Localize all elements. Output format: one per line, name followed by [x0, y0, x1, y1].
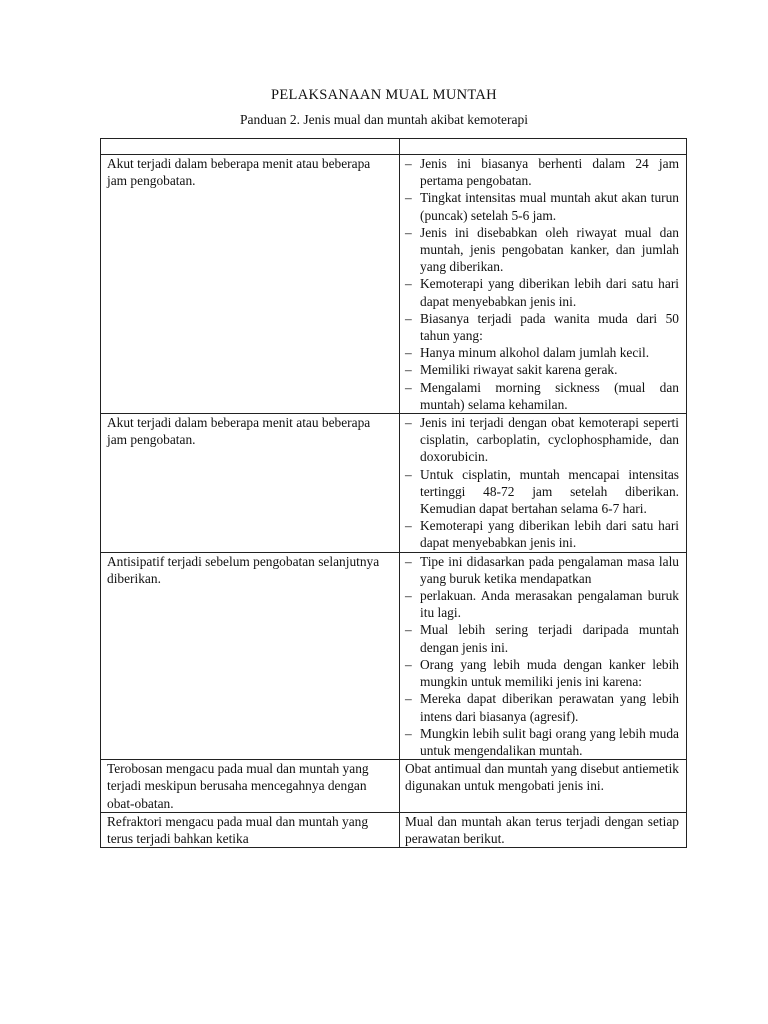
table-row: [101, 760, 687, 813]
dash-bullet: –: [405, 466, 412, 482]
list-item: – Untuk cisplatin, muntah mencapai intensitas tertinggi 48-72 jam setelah diberikan. Kemudian dapat bertahan selama 6-7 hari.: [405, 466, 679, 517]
nausea-types-table: [100, 138, 687, 848]
dash-bullet: –: [405, 276, 412, 292]
list-item: – Jenis ini disebabkan oleh riwayat mual dan muntah, jenis pengobatan kanker, dan jumlah yang diberikan.: [405, 224, 679, 275]
dash-bullet: –: [405, 190, 412, 206]
details-cell: [400, 414, 687, 553]
dash-bullet: –: [405, 345, 412, 361]
details-list: [405, 155, 679, 413]
list-item: – Mungkin lebih sulit bagi orang yang lebih muda untuk mengendalikan muntah.: [405, 725, 679, 758]
list-item: – Hanya minum alkohol dalam jumlah kecil.: [405, 345, 650, 361]
list-item: – perlakuan. Anda merasakan pengalaman buruk itu lagi.: [405, 588, 679, 621]
list-item: – Mual lebih sering terjadi daripada muntah dengan jenis ini.: [405, 622, 679, 655]
details-cell: Obat antimual dan muntah yang disebut antiemetik digunakan untuk mengobati jenis ini.: [400, 760, 687, 813]
list-item: – Jenis ini terjadi dengan obat kemoterapi seperti cisplatin, carboplatin, cyclophosphamide, dan doxorubicin.: [405, 415, 679, 465]
dash-bullet: –: [405, 379, 412, 395]
list-item: – Orang yang lebih muda dengan kanker lebih mungkin untuk memiliki jenis ini karena:: [405, 656, 679, 690]
type-description-cell: Akut terjadi dalam beberapa menit atau beberapa jam pengobatan.: [101, 155, 400, 414]
dash-bullet: –: [405, 553, 412, 569]
list-item: – Kemoterapi yang diberikan lebih dari satu hari dapat menyebabkan jenis ini.: [405, 518, 679, 551]
list-item: – Memiliki riwayat sakit karena gerak.: [405, 362, 618, 378]
dash-bullet: –: [405, 310, 412, 326]
table-row: [101, 812, 687, 847]
header-cell-right: [400, 139, 687, 155]
dash-bullet: –: [405, 362, 412, 378]
details-list: [405, 414, 679, 552]
table-row: [101, 552, 687, 759]
dash-bullet: –: [405, 518, 412, 534]
table-row: [101, 414, 687, 553]
dash-bullet: –: [405, 622, 412, 638]
list-item: – Biasanya terjadi pada wanita muda dari 50 tahun yang:: [405, 310, 679, 344]
dash-bullet: –: [405, 725, 412, 741]
list-item: – Kemoterapi yang diberikan lebih dari satu hari dapat menyebabkan jenis ini.: [405, 276, 679, 309]
dash-bullet: –: [405, 415, 412, 431]
list-item: – Jenis ini biasanya berhenti dalam 24 jam pertama pengobatan.: [405, 156, 679, 189]
details-cell: Mual dan muntah akan terus terjadi dengan setiap perawatan berikut.: [400, 812, 687, 847]
list-item: – Tipe ini didasarkan pada pengalaman masa lalu yang buruk ketika mendapatkan: [405, 553, 679, 586]
type-description-cell: Terobosan mengacu pada mual dan muntah yang terjadi meskipun berusaha mencegahnya dengan obat-obatan.: [101, 760, 400, 813]
dash-bullet: –: [405, 224, 412, 240]
header-cell-left: [101, 139, 400, 155]
table-caption: Panduan 2. Jenis mual dan muntah akibat kemoterapi: [240, 112, 528, 127]
table-row: [101, 155, 687, 414]
list-item: – Tingkat intensitas mual muntah akut akan turun (puncak) setelah 5-6 jam.: [405, 190, 679, 223]
dash-bullet: –: [405, 156, 412, 171]
dash-bullet: –: [405, 656, 412, 672]
type-description-cell: Akut terjadi dalam beberapa menit atau beberapa jam pengobatan.: [101, 414, 400, 553]
dash-bullet: –: [405, 691, 412, 707]
dash-bullet: –: [405, 588, 412, 604]
type-description-cell: Refraktori mengacu pada mual dan muntah yang terus terjadi bahkan ketika: [101, 812, 400, 847]
details-list: [405, 553, 679, 759]
type-description-cell: Antisipatif terjadi sebelum pengobatan selanjutnya diberikan.: [101, 552, 400, 759]
header-row: [101, 139, 687, 155]
list-item: – Mereka dapat diberikan perawatan yang lebih intens dari biasanya (agresif).: [405, 691, 679, 724]
page-title: PELAKSANAAN MUAL MUNTAH: [271, 87, 497, 103]
details-cell: [400, 155, 687, 414]
list-item: – Mengalami morning sickness (mual dan muntah) selama kehamilan.: [405, 379, 679, 412]
details-cell: [400, 552, 687, 759]
